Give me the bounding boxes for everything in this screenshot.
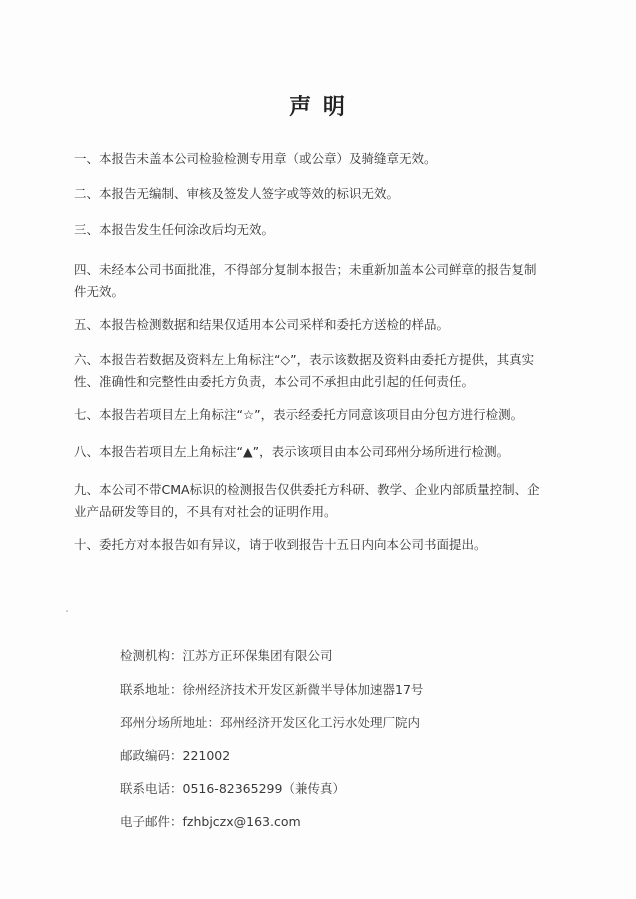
statement-1-line-1: 一、本报告未盖本公司检验检测专用章（或公章）及骑缝章无效。 [74,151,437,166]
statement-3-line-1: 三、本报告发生任何涂改后均无效。 [74,222,275,237]
contact-postal-code: 邮政编码：221002 [120,748,231,763]
statement-9 [74,479,562,523]
statement-7 [74,404,562,426]
contact-email: 电子邮件：fzhbjczx@163.com [120,814,301,829]
statement-5 [74,314,562,336]
statement-6-line-1: 六、本报告若数据及资料左上角标注“◇”，表示该数据及资料由委托方提供，其真实 [74,352,535,367]
statement-4 [74,259,562,303]
statement-7-line-1: 七、本报告若项目左上角标注“☆”，表示经委托方同意该项目由分包方进行检测。 [74,407,524,422]
statement-6 [74,349,562,393]
statement-6-line-2: 性、准确性和完整性由委托方负责，本公司不承担由此引起的任何责任。 [74,374,475,389]
statement-8-line-1: 八、本报告若项目左上角标注“▲”，表示该项目由本公司邳州分场所进行检测。 [74,444,510,459]
statement-3 [74,219,562,241]
statement-8 [74,441,562,463]
statement-10-line-1: 十、委托方对本报告如有异议，请于收到报告十五日内向本公司书面提出。 [74,537,487,552]
statement-2 [74,183,562,205]
statement-1 [74,148,562,170]
page-title: 声 明 [289,95,347,120]
contact-organization: 检测机构：江苏方正环保集团有限公司 [120,648,333,663]
scan-speck [66,610,68,612]
contact-address: 联系地址：徐州经济技术开发区新微半导体加速器17号 [120,682,424,697]
statement-4-line-1: 四、未经本公司书面批准，不得部分复制本报告；未重新加盖本公司鲜章的报告复制 [74,262,537,277]
statement-5-line-1: 五、本报告检测数据和结果仅适用本公司采样和委托方送检的样品。 [74,317,450,332]
contact-branch-address: 邳州分场所地址：邳州经济开发区化工污水处理厂院内 [120,715,421,730]
statement-9-line-1: 九、本公司不带CMA标识的检测报告仅供委托方科研、教学、企业内部质量控制、企 [74,482,540,497]
statement-10 [74,534,562,556]
statement-9-line-2: 业产品研发等目的，不具有对社会的证明作用。 [74,504,337,519]
statement-4-line-2: 件无效。 [74,284,125,299]
contact-phone: 联系电话：0516-82365299（兼传真） [120,781,345,796]
statement-2-line-1: 二、本报告无编制、审核及签发人签字或等效的标识无效。 [74,186,400,201]
